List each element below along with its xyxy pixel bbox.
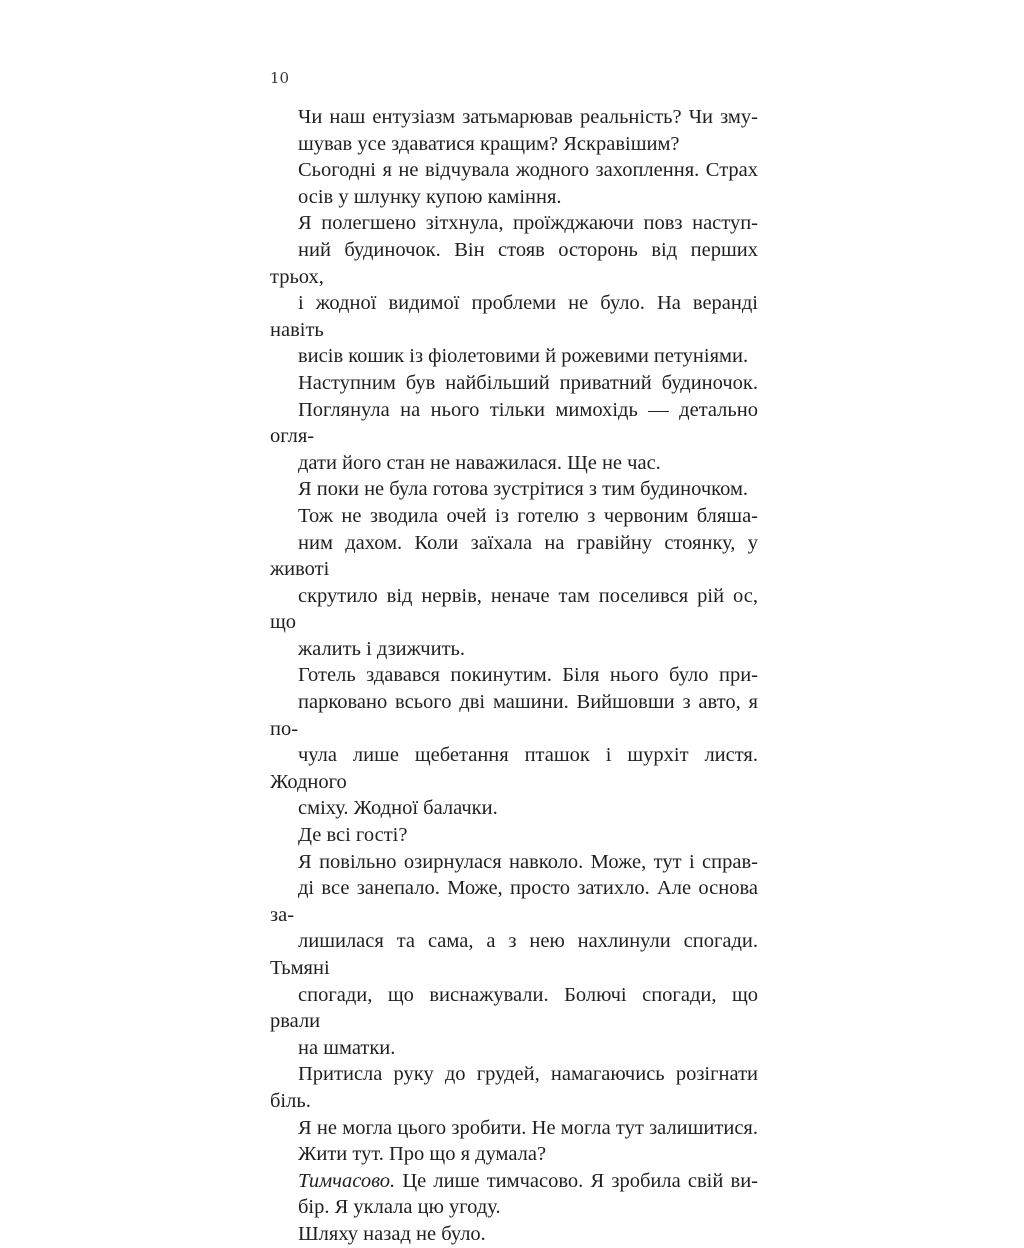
text-line: чула лише щебетання пташок і шурхіт листя. Жодного — [270, 744, 758, 793]
text-line: скрутило від нервів, неначе там поселився рій ос, що — [270, 584, 758, 634]
text-line: Наступним був найбільший приватний будиночок. — [298, 371, 758, 394]
paragraph — [270, 1221, 758, 1248]
text-line: Я полегшено зітхнула, проїжджаючи повз наступ- — [298, 212, 758, 235]
text-line: Притисла руку до грудей, намагаючись розігнати біль. — [270, 1063, 758, 1112]
text-line: дати його стан не наважилася. Ще не час. — [298, 451, 661, 474]
text-line: Чи наш ентузіазм затьмарював реальність? Чи зму- — [298, 106, 758, 128]
text-line: Поглянула на нього тільки мимохідь — детально огля- — [270, 398, 758, 448]
body-text — [270, 104, 758, 1248]
text-line: сміху. Жодної балачки. — [298, 797, 498, 820]
text-line: Де всі гості? — [298, 824, 408, 847]
text-line: ний будиночок. Він стояв осторонь від перших трьох, — [270, 238, 758, 288]
text-line: Шляху назад не було. — [298, 1222, 486, 1245]
paragraph — [270, 1061, 758, 1114]
paragraph — [270, 1115, 758, 1168]
text-line: Я повільно озирнулася навколо. Може, тут і справ- — [298, 850, 758, 873]
paragraph — [270, 662, 758, 822]
text-line: Я поки не була готова зустрітися з тим будиночком. — [298, 478, 749, 501]
text-line: лишилася та сама, а з нею нахлинули спогади. Тьмяні — [270, 930, 758, 979]
italic-lead: Тимчасово. — [298, 1169, 396, 1192]
text-line: Я не могла цього зробити. Не могла тут залишитися. — [298, 1116, 758, 1139]
text-line: Це лише тимчасово. Я зробила свій ви- — [395, 1169, 758, 1192]
text-line: ним дахом. Коли заїхала на гравійну стоянку, у животі — [270, 531, 758, 581]
page-number: 10 — [270, 69, 290, 87]
paragraph — [270, 476, 758, 503]
text-line: Готель здавався покинутим. Біля нього було при- — [298, 664, 758, 687]
paragraph — [270, 370, 758, 476]
paragraph — [270, 503, 758, 663]
text-line: жалить і дзижчить. — [298, 637, 466, 660]
text-line: шував усе здаватися кращим? Яскравішим? — [298, 132, 680, 155]
text-line: висів кошик із фіолетовими й рожевими петуніями. — [298, 345, 749, 368]
paragraph — [270, 210, 758, 370]
text-line: бір. Я уклала цю угоду. — [298, 1196, 501, 1219]
text-line: Жити тут. Про що я думала? — [298, 1143, 547, 1166]
text-line-with-lead — [270, 1168, 758, 1195]
paragraph — [270, 1168, 758, 1221]
paragraph — [270, 157, 758, 210]
text-line: спогади, що виснажували. Болючі спогади, що рвали — [270, 983, 758, 1033]
paragraph — [270, 822, 758, 849]
text-line: Тож не зводила очей із готелю з червоним бляша- — [298, 504, 758, 527]
paragraph — [270, 849, 758, 1062]
text-line: на шматки. — [298, 1036, 396, 1059]
text-line: осів у шлунку купою каміння. — [298, 185, 562, 208]
text-line: ді все занепало. Може, просто затихло. Але основа за- — [270, 877, 758, 926]
text-line: і жодної видимої проблеми не було. На веранді навіть — [270, 292, 758, 341]
text-line: парковано всього дві машини. Вийшовши з авто, я по- — [270, 691, 758, 740]
text-line: Сьогодні я не відчувала жодного захоплення. Страх — [298, 159, 758, 182]
paragraph — [270, 104, 758, 157]
